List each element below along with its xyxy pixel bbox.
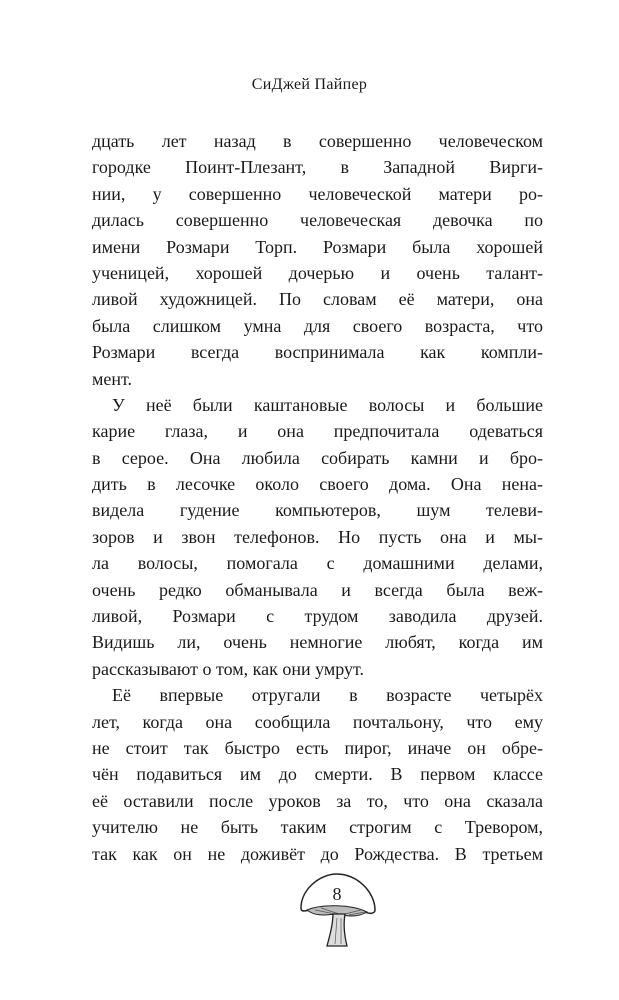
text-line: так как он не доживёт до Рождества. В третьем <box>92 843 543 864</box>
text-line: была слишком умна для своего возраста, что <box>92 315 543 336</box>
page-number: 8 <box>332 884 342 904</box>
text-line: городке Поинт-Плезант, в Западной Вирги- <box>92 157 543 178</box>
text-line: лет, когда она сообщила почтальону, что ему <box>92 711 543 732</box>
page-body-text <box>92 128 543 867</box>
text-line: карие глаза, и она предпочитала одеваться <box>92 421 543 442</box>
paragraph <box>92 682 543 867</box>
text-line: видела гудение компьютеров, шум телеви- <box>92 500 543 521</box>
text-line: зоров и звон телефонов. Но пусть она и мы- <box>92 526 543 547</box>
text-line: ученицей, хорошей дочерью и очень талант- <box>92 262 543 283</box>
text-line: Розмари всегда воспринимала как компли- <box>92 342 543 363</box>
text-line: очень редко обманывала и всегда была веж- <box>92 579 543 600</box>
text-line: Её впервые отругали в возрасте четырёх <box>112 685 543 706</box>
text-line: её оставили после уроков за то, что она сказала <box>92 790 543 811</box>
text-line: ливой, Розмари с трудом заводила друзей. <box>92 606 543 627</box>
text-line: имени Розмари Торп. Розмари была хорошей <box>92 236 543 257</box>
running-header: СиДжей Пайпер <box>251 76 368 93</box>
text-line: нии, у совершенно человеческой матери ро- <box>92 183 543 204</box>
text-line: мент. <box>92 368 133 389</box>
page-folio <box>295 870 387 950</box>
text-line: в серое. Она любила собирать камни и бро- <box>92 447 543 468</box>
text-line: не стоит так быстро есть пирог, иначе он обре- <box>92 737 543 758</box>
text-line: дить в лесочке около своего дома. Она нена- <box>92 474 543 495</box>
text-line: ливой художницей. По словам её матери, она <box>92 289 543 310</box>
mushroom-icon <box>295 870 387 950</box>
text-line: рассказывают о том, как они умрут. <box>92 658 365 679</box>
text-line: дилась совершенно человеческая девочка по <box>92 210 543 231</box>
text-line: У неё были каштановые волосы и большие <box>112 394 543 415</box>
text-line: чён подавиться им до смерти. В первом классе <box>92 764 543 785</box>
text-line: Видишь ли, очень немногие любят, когда им <box>92 632 543 653</box>
text-line: учителю не быть таким строгим с Тревором, <box>92 817 543 838</box>
paragraph <box>92 392 543 682</box>
paragraph <box>92 128 543 392</box>
text-line: ла волосы, помогала с домашними делами, <box>92 553 543 574</box>
text-line: дцать лет назад в совершенно человеческом <box>92 131 543 151</box>
